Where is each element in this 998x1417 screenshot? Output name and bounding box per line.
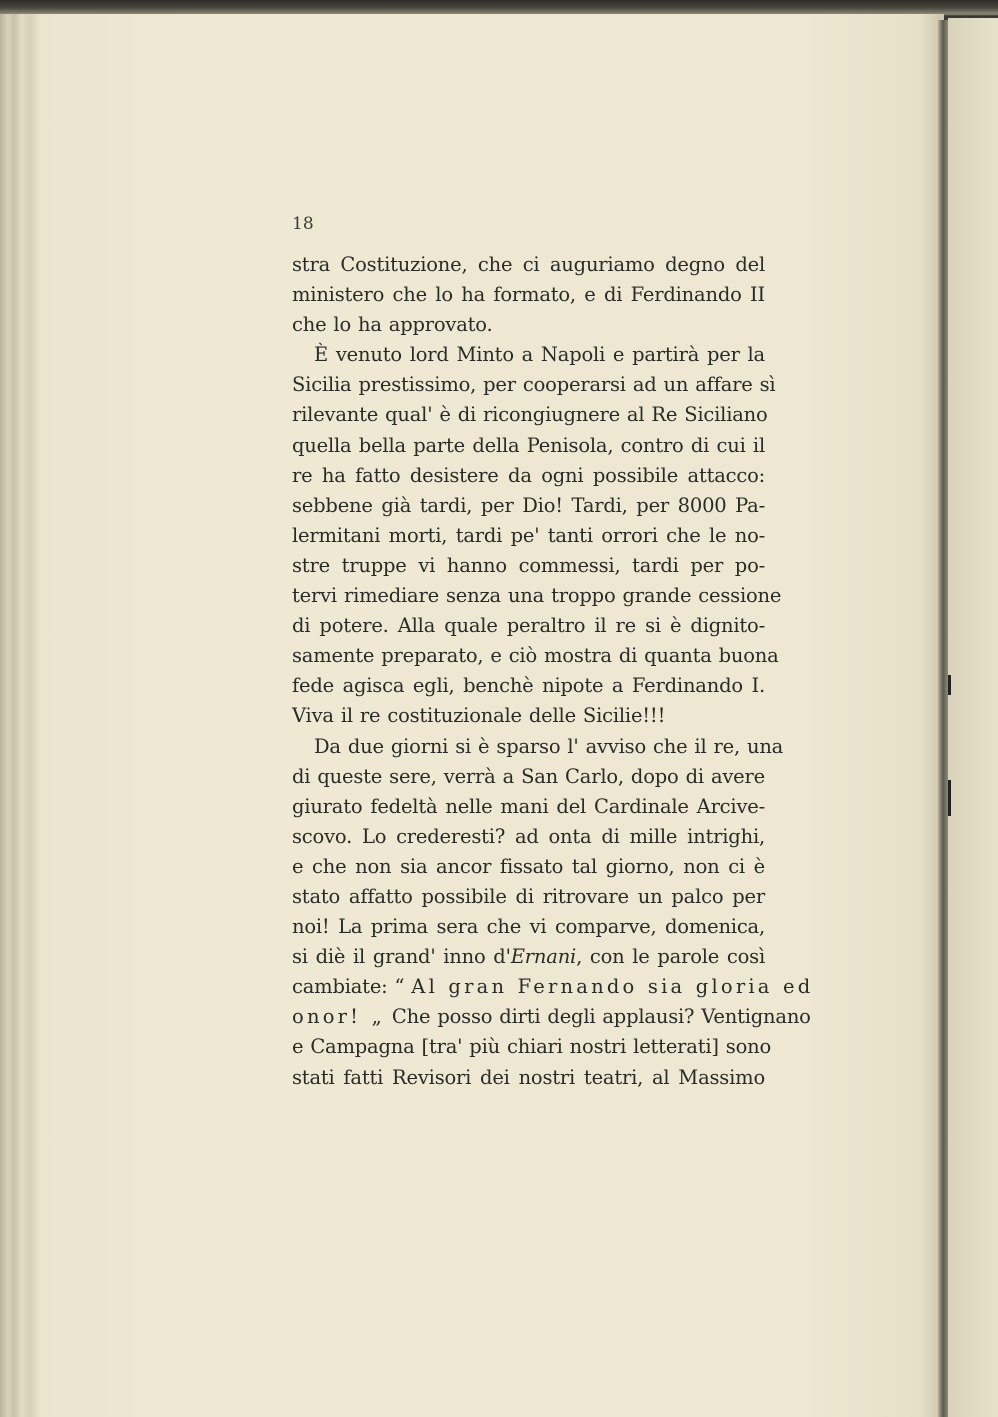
text-line bbox=[292, 521, 765, 551]
text-segment: giurato fedeltà nelle mani del Cardinale Arcive- bbox=[292, 794, 765, 818]
text-segment: rilevante qual' è di ricongiugnere al Re Siciliano bbox=[292, 403, 768, 427]
text-segment: di queste sere, verrà a San Carlo, dopo di avere bbox=[292, 764, 765, 788]
text-segment: Al gran Fernando sia gloria ed bbox=[411, 975, 814, 999]
text-line bbox=[292, 611, 765, 641]
text-segment: stra Costituzione, che ci auguriamo degno del bbox=[292, 253, 765, 276]
text-segment: quella bella parte della Penisola, contro di cui il bbox=[292, 433, 765, 457]
text-segment: cambiate: “ bbox=[292, 975, 412, 999]
text-segment: onor! „ bbox=[292, 1005, 385, 1029]
text-line bbox=[292, 882, 765, 912]
text-line bbox=[292, 1063, 765, 1093]
text-line bbox=[292, 942, 765, 972]
text-line bbox=[292, 461, 765, 491]
text-line bbox=[292, 792, 765, 822]
text-line bbox=[292, 310, 765, 340]
text-segment: ministero che lo ha formato, e di Ferdinando II bbox=[292, 283, 765, 307]
text-segment: Che posso dirti degli applausi? Ventignano bbox=[384, 1005, 811, 1029]
text-line bbox=[292, 701, 765, 731]
text-segment: stato affatto possibile di ritrovare un palco per bbox=[292, 884, 765, 908]
page-body-text bbox=[292, 250, 814, 1093]
text-line bbox=[292, 491, 765, 521]
page-number: 18 bbox=[292, 214, 314, 234]
text-segment: che lo ha approvato. bbox=[292, 313, 493, 337]
text-line bbox=[292, 370, 776, 400]
facing-page-edge bbox=[948, 18, 998, 1417]
text-line bbox=[292, 641, 779, 671]
text-line bbox=[292, 1002, 811, 1032]
text-line bbox=[292, 551, 765, 581]
text-segment: sebbene già tardi, per Dio! Tardi, per 8000 Pa- bbox=[292, 493, 765, 517]
text-segment: scovo. Lo crederesti? ad onta di mille intrighi, bbox=[292, 824, 765, 848]
text-line bbox=[292, 581, 782, 611]
text-segment: re ha fatto desistere da ogni possibile attacco: bbox=[292, 463, 765, 487]
scan-mark bbox=[948, 675, 951, 695]
text-segment: e Campagna [tra' più chiari nostri letterati] sono bbox=[292, 1035, 772, 1059]
text-line bbox=[292, 852, 765, 882]
text-segment: stre truppe vi hanno commessi, tardi per po- bbox=[292, 553, 765, 577]
text-line bbox=[292, 1032, 772, 1062]
text-line bbox=[292, 431, 765, 461]
text-line bbox=[292, 972, 814, 1002]
text-line bbox=[292, 400, 768, 430]
text-segment: lermitani morti, tardi pe' tanti orrori che le no- bbox=[292, 523, 765, 547]
text-segment: tervi rimediare senza una troppo grande cessione bbox=[292, 584, 782, 608]
text-segment: si diè il grand' inno d' bbox=[292, 945, 511, 969]
text-line bbox=[292, 912, 765, 942]
book-spine bbox=[938, 20, 948, 1417]
text-line bbox=[292, 340, 765, 370]
text-line bbox=[292, 822, 765, 852]
text-segment: di potere. Alla quale peraltro il re si è dignito- bbox=[292, 614, 765, 638]
text-line bbox=[292, 762, 765, 792]
text-segment: e che non sia ancor fissato tal giorno, non ci è bbox=[292, 854, 765, 878]
text-segment: È venuto lord Minto a Napoli e partirà per la bbox=[314, 343, 765, 367]
text-line bbox=[292, 250, 765, 280]
text-line bbox=[292, 280, 765, 310]
text-segment: Viva il re costituzionale delle Sicilie!!! bbox=[292, 704, 666, 728]
text-segment: samente preparato, e ciò mostra di quanta buona bbox=[292, 644, 779, 668]
text-line bbox=[292, 732, 784, 762]
text-segment: , con le parole così bbox=[576, 945, 765, 969]
text-segment: fede agisca egli, benchè nipote a Ferdinando I. bbox=[292, 674, 765, 698]
text-line bbox=[292, 671, 765, 701]
text-segment: noi! La prima sera che vi comparve, domenica, bbox=[292, 915, 765, 939]
text-segment: Sicilia prestissimo, per cooperarsi ad un affare sì bbox=[292, 373, 776, 397]
italic-title: Ernani bbox=[510, 945, 577, 969]
text-segment: Da due giorni si è sparso l' avviso che il re, una bbox=[314, 734, 784, 758]
text-segment: stati fatti Revisori dei nostri teatri, al Massimo bbox=[292, 1065, 765, 1089]
scan-mark bbox=[948, 780, 951, 816]
